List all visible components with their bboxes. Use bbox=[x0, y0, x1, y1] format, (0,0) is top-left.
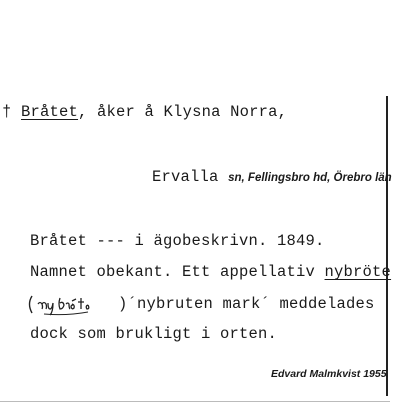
body-line-4: dock som brukligt i orten. bbox=[30, 325, 278, 343]
parish-name: Ervalla bbox=[152, 168, 219, 186]
body-line-1: Bråtet --- i ägobeskrivn. 1849. bbox=[30, 232, 325, 250]
body-line-2 bbox=[30, 263, 391, 281]
handwritten-annotation bbox=[26, 292, 118, 316]
place-name: Bråtet bbox=[21, 103, 79, 121]
cross-mark: † bbox=[2, 103, 12, 121]
body-line-3: )´nybruten mark´ meddelades bbox=[118, 295, 375, 313]
appellative-term: nybröte bbox=[324, 263, 392, 281]
place-description: , åker å Klysna Norra, bbox=[78, 103, 288, 121]
signature-stamp: Edvard Malmkvist 1955 bbox=[271, 368, 387, 380]
card-edge-line bbox=[386, 96, 388, 396]
location-stamp: sn, Fellingsbro hd, Örebro län bbox=[228, 172, 392, 184]
body-line-2-text: Namnet obekant. Ett appellativ bbox=[30, 263, 325, 281]
card-bottom-edge bbox=[0, 401, 390, 402]
location-line bbox=[152, 168, 392, 186]
heading-line bbox=[2, 103, 287, 121]
